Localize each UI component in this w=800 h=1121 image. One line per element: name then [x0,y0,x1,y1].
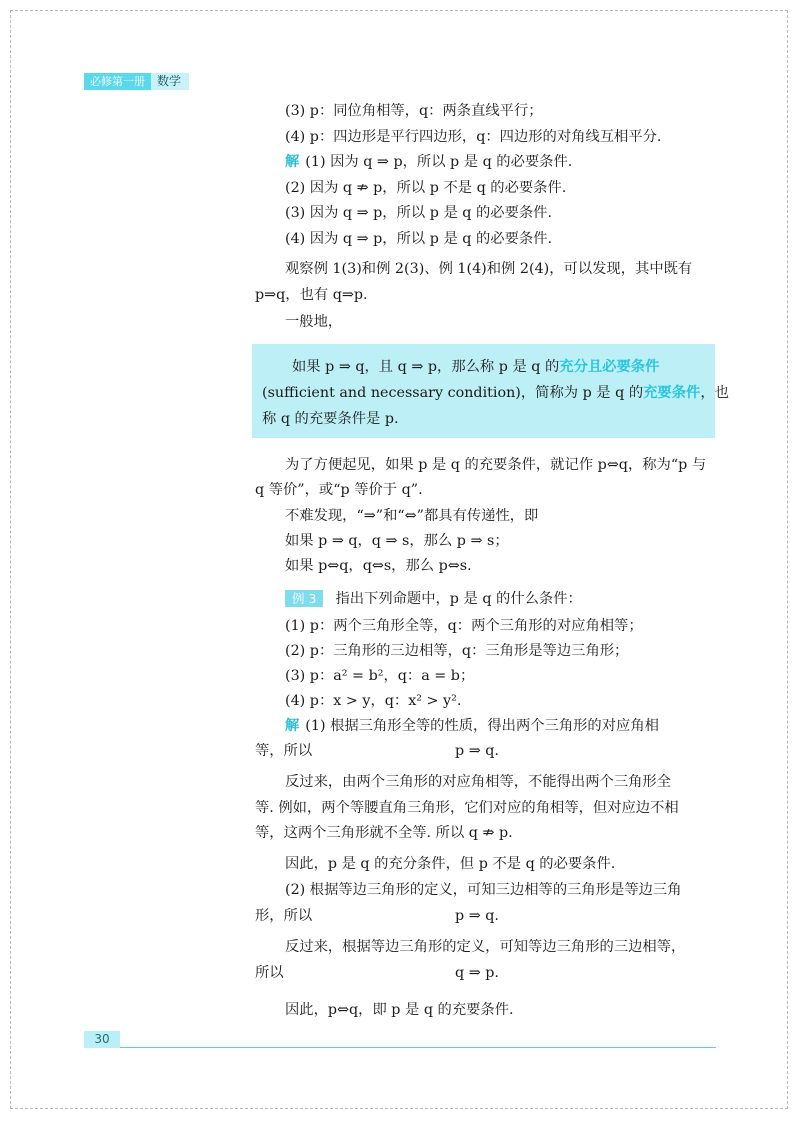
text-line: q 等价”，或“p 等价于 q”. [255,482,423,498]
definition-box [252,344,729,438]
solution-line [285,715,659,737]
header-book-title: 必修第一册 [84,73,151,90]
text-line: (3) p：同位角相等，q：两条直线平行； [285,103,543,119]
solution-line [285,151,572,173]
highlight-term: 充分且必要条件 [559,359,660,375]
solution-text: (1) 因为 q ⇒ p，所以 p 是 q 的必要条件. [305,154,573,170]
text-line: 不难发现，“⇒”和“⇔”都具有传递性，即 [285,508,539,524]
display-math: q ⇒ p. [455,965,499,981]
page-number: 30 [84,1031,120,1048]
definition-text: ，也 [700,385,729,401]
text-line: (1) p：两个三角形全等，q：两个三角形的对应角相等； [285,618,643,634]
text-line: (4) p：四边形是平行四边形，q：四边形的对角线互相平分. [285,129,662,145]
text-line: 反过来，由两个三角形的对应角相等，不能得出两个三角形全 [285,774,672,790]
text-line: 形，所以 [255,908,313,924]
text-line: (2) 因为 q ⇏ p，所以 p 不是 q 的必要条件. [285,180,567,196]
definition-line: 称 q 的充要条件是 p. [262,411,399,427]
text-line: (4) p：x > y，q：x² > y². [285,693,462,709]
highlight-term: 充要条件 [643,385,701,401]
text-line: 因此，p 是 q 的充分条件，但 p 不是 q 的必要条件. [285,856,616,872]
text-line: 观察例 1(3)和例 2(3)、例 1(4)和例 2(4)，可以发现，其中既有 [285,261,693,277]
solution-text: (1) 根据三角形全等的性质，得出两个三角形的对应角相 [305,718,659,734]
solution-label: 解 [285,718,300,734]
text-line: 如果 p ⇒ q，q ⇒ s，那么 p ⇒ s； [285,533,509,549]
definition-text: 如果 p ⇒ q，且 q ⇒ p，那么称 p 是 q 的 [292,359,560,375]
solution-label: 解 [285,154,300,170]
text-line: p⇒q，也有 q⇒p. [255,287,368,303]
header-subject: 数学 [151,73,189,90]
text-line: 等，这两个三角形就不全等. 所以 q ⇏ p. [255,825,513,841]
example-tag: 例 3 [285,590,323,607]
example-prompt: 指出下列命题中，p 是 q 的什么条件： [335,591,582,607]
definition-line [262,382,729,404]
text-line: 等. 例如，两个等腰直角三角形，它们对应的角相等，但对应边不相 [255,800,679,816]
text-line: (3) 因为 q ⇒ p，所以 p 是 q 的必要条件. [285,205,553,221]
footer-rule [120,1047,716,1048]
text-line: (3) p：a² = b²，q：a = b； [285,668,475,684]
example-heading [285,588,582,610]
text-line: 反过来，根据等边三角形的定义，可知等边三角形的三边相等， [285,939,686,955]
text-line: (2) p：三角形的三边相等，q：三角形是等边三角形； [285,643,629,659]
text-line: 等，所以 [255,743,313,759]
text-line: (4) 因为 q ⇒ p，所以 p 是 q 的必要条件. [285,231,553,247]
text-line: 一般地， [285,314,343,330]
text-line: 为了方便起见，如果 p 是 q 的充要条件，就记作 p⇔q，称为“p 与 [285,457,707,473]
running-header [84,73,189,90]
definition-text: (sufficient and necessary condition)，简称为 p 是 q 的 [262,385,644,401]
text-line: (2) 根据等边三角形的定义，可知三边相等的三角形是等边三角 [285,882,682,898]
definition-line [292,356,659,378]
text-line: 如果 p⇔q，q⇔s，那么 p⇔s. [285,558,472,574]
display-math: p ⇒ q. [455,908,499,924]
display-math: p ⇒ q. [455,743,499,759]
text-line: 因此，p⇔q，即 p 是 q 的充要条件. [285,1002,514,1018]
text-line: 所以 [255,965,284,981]
